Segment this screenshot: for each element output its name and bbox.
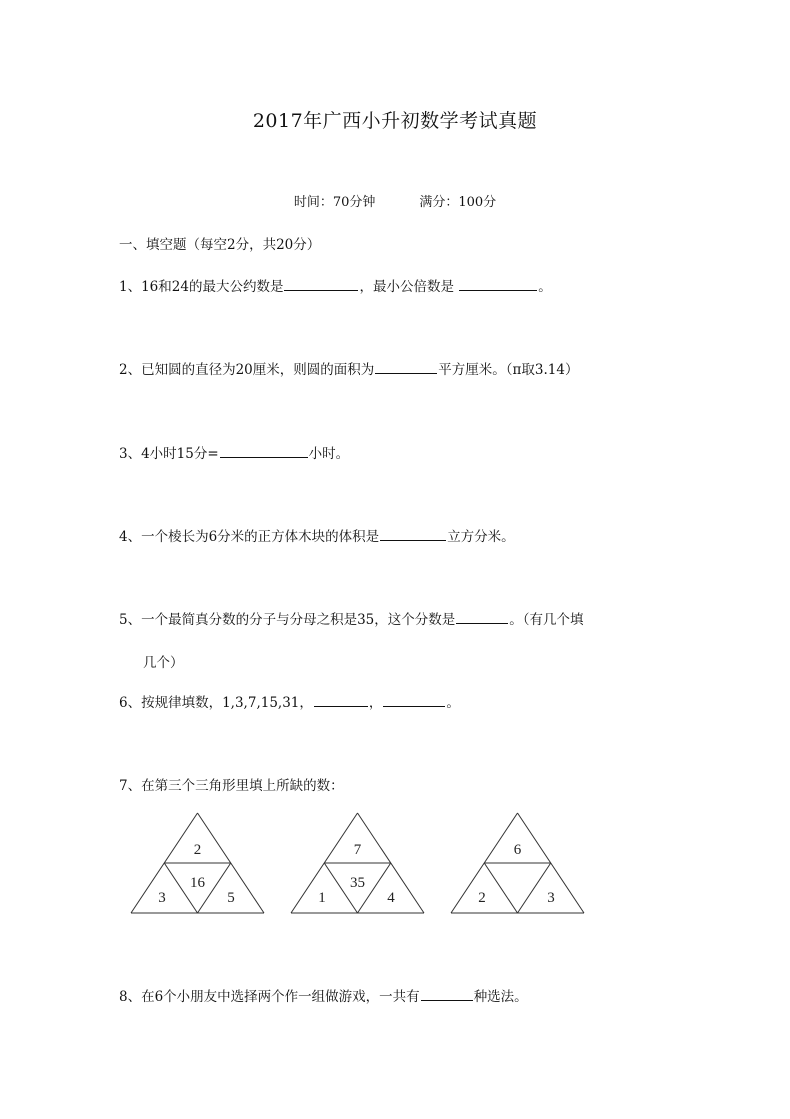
triangle-inner-edge — [518, 863, 551, 913]
question-8: 8、在6个小朋友中选择两个作一组做游戏，一共有 种选法。 — [119, 985, 528, 1005]
question-4: 4、一个棱长为6分米的正方体木块的体积是 立方分米。 — [119, 525, 515, 545]
triangle-center-number: 35 — [350, 875, 365, 891]
triangle-inner-edge — [484, 863, 517, 913]
triangle-left-number: 3 — [158, 890, 166, 906]
question-1: 1、16和24的最大公约数是 ，最小公倍数是 。 — [119, 275, 552, 295]
question-2: 2、已知圆的直径为20厘米，则圆的面积为 平方厘米。（π取3.14） — [119, 358, 578, 378]
triangle-2 — [291, 813, 424, 913]
question-7: 7、在第三个三角形里填上所缺的数： — [119, 778, 344, 794]
triangle-left-number: 1 — [318, 890, 326, 906]
question-5-continued: 几个） — [143, 655, 184, 671]
triangle-center-number: 16 — [190, 875, 205, 891]
triangle-1 — [131, 813, 264, 913]
question-3: 3、4小时15分= 小时。 — [119, 442, 349, 462]
triangle-left-number: 2 — [478, 890, 486, 906]
triangle-right-number: 3 — [547, 890, 555, 906]
answer-blank[interactable] — [421, 986, 473, 1001]
triangle-right-number: 5 — [227, 890, 235, 906]
triangle-top-number: 2 — [193, 842, 202, 858]
question-6: 6、按规律填数，1,3,7,15,31， ， 。 — [119, 691, 460, 711]
page-title: 2017年广西小升初数学考试真题 — [252, 110, 538, 132]
exam-time: 时间：70分钟 — [293, 195, 376, 210]
section-heading: 一、填空题（每空2分，共20分） — [119, 237, 321, 253]
triangle-top-number: 6 — [513, 842, 522, 858]
triangle-right-number: 4 — [387, 890, 395, 906]
triangle-3 — [451, 813, 584, 913]
question-5: 5、一个最简真分数的分子与分母之积是35，这个分数是 。（有几个填 — [119, 608, 584, 628]
exam-full-score: 满分：100分 — [419, 195, 497, 210]
triangle-top-number: 7 — [353, 842, 362, 858]
